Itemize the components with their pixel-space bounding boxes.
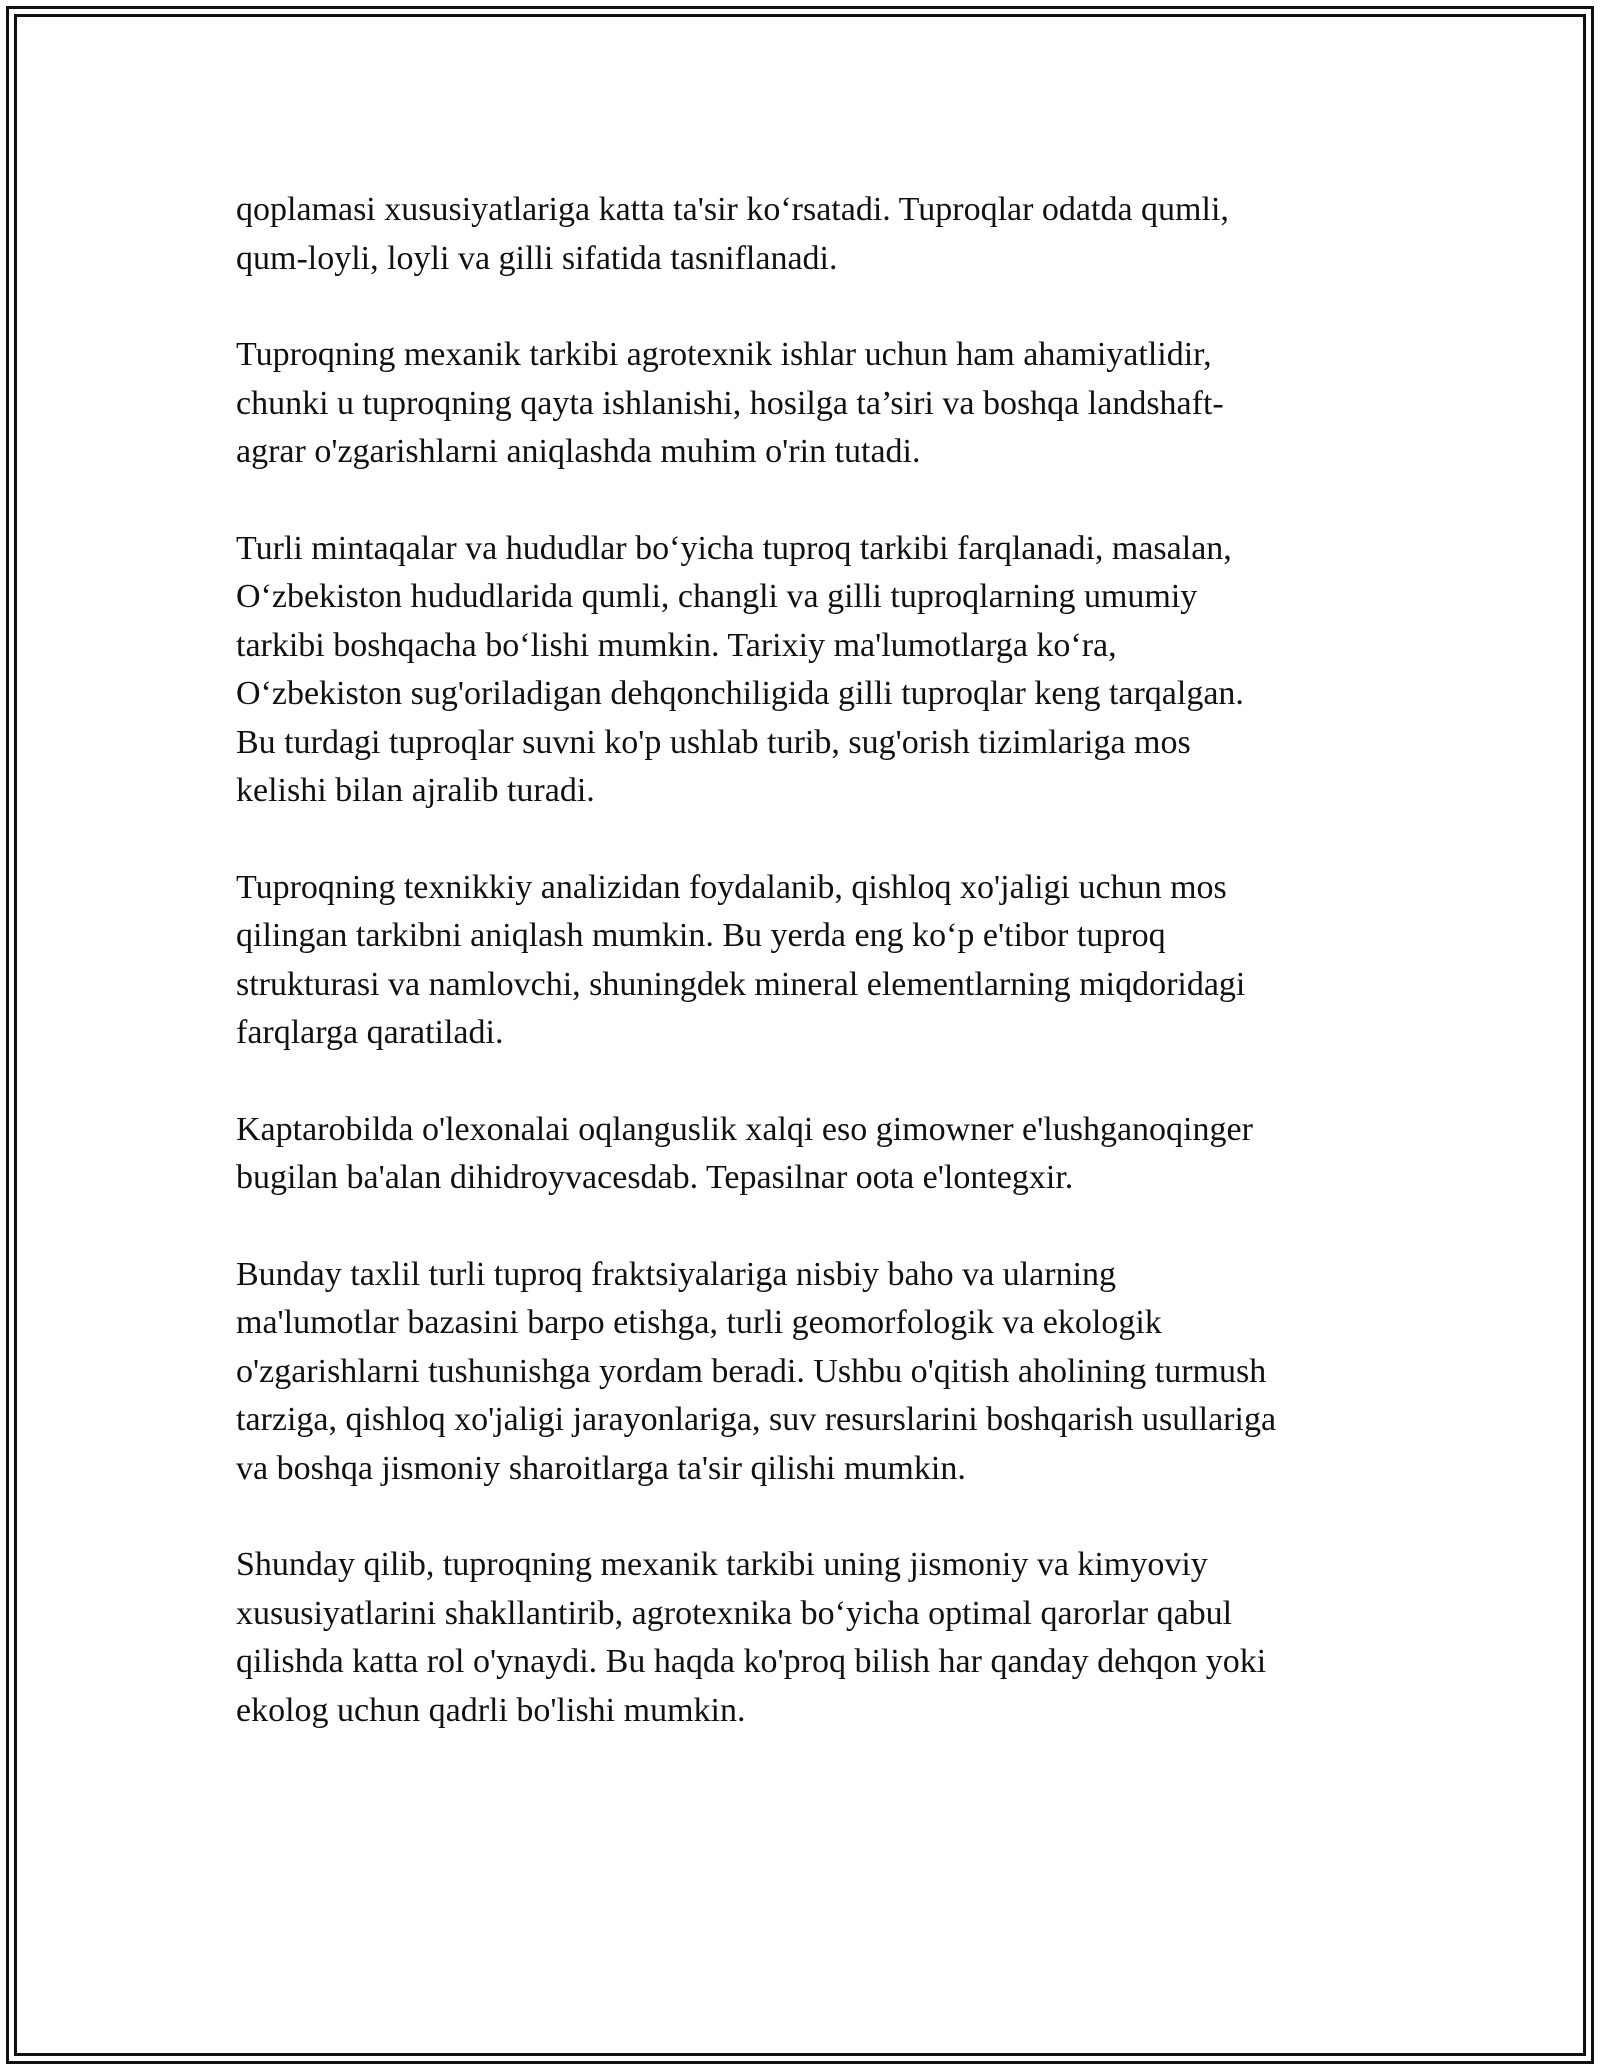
paragraph-6 <box>236 1251 1366 1494</box>
text-line: Bunday taxlil turli tuproq fraktsiyalariga nisbiy baho va ularning <box>236 1255 1117 1293</box>
text-line: bugilan ba'alan dihidroyvacesdab. Tepasilnar oota e'lontegxir. <box>236 1159 1074 1196</box>
paragraph-1 <box>236 186 1366 283</box>
text-line: tarziga, qishloq xo'jaligi jarayonlariga, suv resurslarini boshqarish usullariga <box>236 1401 1277 1438</box>
text-line: ekolog uchun qadrli bo'lishi mumkin. <box>236 1691 746 1729</box>
text-line: Shunday qilib, tuproqning mexanik tarkibi uning jismoniy va kimyoviy <box>236 1546 1208 1583</box>
paragraph-7 <box>236 1541 1366 1735</box>
text-line: va boshqa jismoniy sharoitlarga ta'sir qilishi mumkin. <box>236 1449 966 1487</box>
text-line: strukturasi va namlovchi, shuningdek mineral elementlarning miqdoridagi <box>236 965 1246 1003</box>
text-line: chunki u tuproqning qayta ishlanishi, hosilga ta’siri va boshqa landshaft- <box>236 384 1224 422</box>
text-line: kelishi bilan ajralib turadi. <box>236 772 595 809</box>
text-line: qilishda katta rol o'ynaydi. Bu haqda ko'proq bilish har qanday dehqon yoki <box>236 1643 1267 1680</box>
text-line: qoplamasi xususiyatlariga katta ta'sir ko‘rsatadi. Tuproqlar odatda qumli, <box>236 191 1229 228</box>
text-line: xususiyatlarini shakllantirib, agrotexnika bo‘yicha optimal qarorlar qabul <box>236 1594 1233 1632</box>
text-line: agrar o'zgarishlarni aniqlashda muhim o'rin tutadi. <box>236 433 921 470</box>
text-line: qilingan tarkibni aniqlash mumkin. Bu yerda eng ko‘p e'tibor tuproq <box>236 917 1166 954</box>
text-line: farqlarga qaratiladi. <box>236 1014 504 1051</box>
paragraph-4 <box>236 864 1366 1058</box>
text-line: O‘zbekiston sug'oriladigan dehqonchiligida gilli tuproqlar keng tarqalgan. <box>236 675 1244 712</box>
text-line: Tuproqning mexanik tarkibi agrotexnik ishlar uchun ham ahamiyatlidir, <box>236 336 1212 373</box>
document-body <box>236 186 1366 1783</box>
paragraph-5 <box>236 1106 1366 1203</box>
text-line: ma'lumotlar bazasini barpo etishga, turli geomorfologik va ekologik <box>236 1304 1162 1341</box>
paragraph-2 <box>236 331 1366 477</box>
text-line: O‘zbekiston hududlarida qumli, changli va gilli tuproqlarning umumiy <box>236 578 1198 615</box>
text-line: Bu turdagi tuproqlar suvni ko'p ushlab turib, sug'orish tizimlariga mos <box>236 723 1191 761</box>
text-line: tarkibi boshqacha bo‘lishi mumkin. Tarixiy ma'lumotlarga ko‘ra, <box>236 626 1117 664</box>
text-line: Tuproqning texnikkiy analizidan foydalanib, qishloq xo'jaligi uchun mos <box>236 868 1227 906</box>
text-line: Kaptarobilda o'lexonalai oqlanguslik xalqi eso gimowner e'lushganoqinger <box>236 1110 1253 1148</box>
text-line: o'zgarishlarni tushunishga yordam beradi. Ushbu o'qitish aholining turmush <box>236 1352 1267 1390</box>
text-line: Turli mintaqalar va hududlar bo‘yicha tuproq tarkibi farqlanadi, masalan, <box>236 529 1232 567</box>
text-line: qum-loyli, loyli va gilli sifatida tasniflanadi. <box>236 239 838 277</box>
paragraph-3 <box>236 525 1366 816</box>
